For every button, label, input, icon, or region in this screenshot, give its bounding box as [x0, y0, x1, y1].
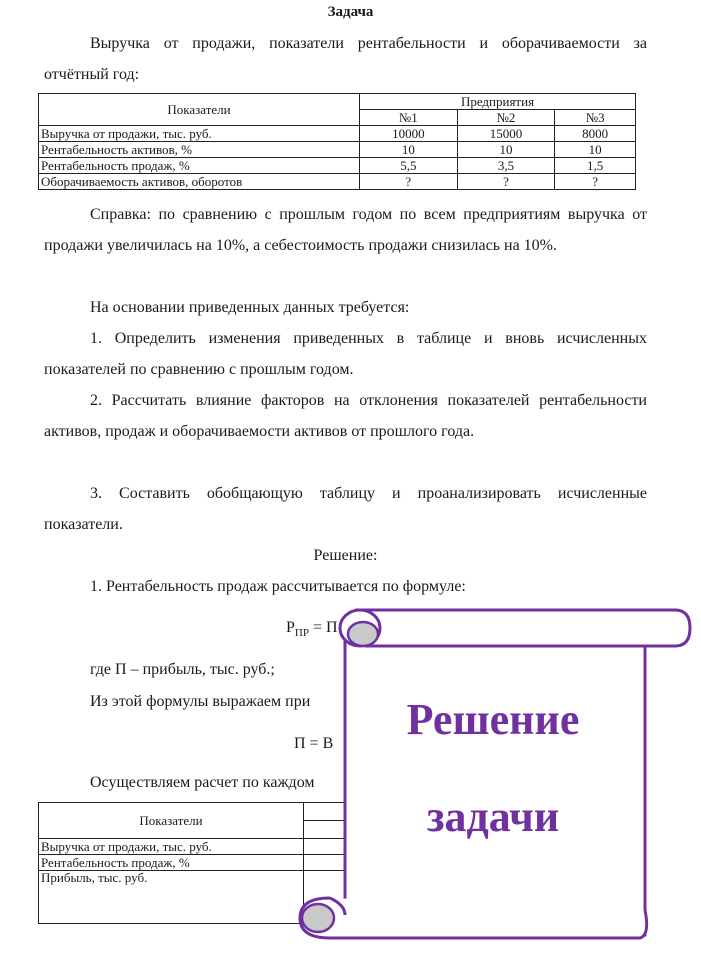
express-paragraph: Из этой формулы выражаем при	[90, 693, 311, 710]
calc-paragraph: Осуществляем расчет по каждом	[90, 774, 315, 791]
table1-header-indicators: Показатели	[39, 94, 360, 126]
required-paragraph: На основании приведенных данных требуется:	[90, 299, 410, 316]
scroll-top-curl-shade	[348, 622, 378, 646]
banner-line-1: Решение	[406, 695, 580, 744]
cell: 10	[555, 142, 636, 158]
formula-lhs: P	[286, 619, 295, 636]
cell: 10000	[360, 126, 458, 142]
scroll-body	[330, 630, 645, 935]
cell: 15000	[457, 126, 555, 142]
formula-subscript: ПР	[294, 627, 309, 640]
row-label: Прибыль, тыс. руб.	[39, 871, 304, 924]
intro-paragraph: Выручка от продажи, показатели рентабельности и оборачиваемости за отчётный год:	[44, 35, 647, 83]
row-label: Рентабельность активов, %	[39, 142, 360, 158]
cell: 3,5	[457, 158, 555, 174]
task-2-paragraph: 2. Рассчитать влияние факторов на отклонения показателей рентабельности активов, продаж и оборачиваемости активов от прошлого года.	[44, 392, 647, 440]
cell: ?	[457, 174, 555, 190]
scroll-bottom-curl	[302, 904, 334, 932]
row-label: Рентабельность продаж, %	[39, 855, 304, 871]
cell: ?	[360, 174, 458, 190]
cell: 1,5	[555, 158, 636, 174]
cell: 5,5	[360, 158, 458, 174]
cell: 8000	[555, 126, 636, 142]
cell: ?	[555, 174, 636, 190]
cell: 10	[457, 142, 555, 158]
task-title: Задача	[327, 4, 374, 20]
row-label: Выручка от продажи, тыс. руб.	[39, 839, 304, 855]
where-paragraph: где П – прибыль, тыс. руб.;	[90, 661, 275, 678]
solution-heading: Решение:	[313, 547, 378, 564]
banner-line-2: задачи	[426, 792, 560, 841]
scroll-top-roll	[355, 610, 690, 646]
table1-enterprise-1: №1	[360, 110, 458, 126]
row-label: Рентабельность продаж, %	[39, 158, 360, 174]
cell: 10	[360, 142, 458, 158]
table1-enterprise-3: №3	[555, 110, 636, 126]
formula-profit: П = В	[294, 735, 334, 752]
reference-paragraph: Справка: по сравнению с прошлым годом по всем предприятиям выручка от продажи увеличилась на 10%, а себестоимость продажи снизилась на 10%.	[44, 206, 647, 254]
row-label: Оборачиваемость активов, оборотов	[39, 174, 360, 190]
table1-header-enterprises: Предприятия	[360, 94, 636, 110]
task-1-paragraph: 1. Определить изменения приведенных в таблице и вновь исчисленных показателей по сравнению с прошлым годом.	[44, 330, 647, 378]
row-label: Выручка от продажи, тыс. руб.	[39, 126, 360, 142]
formula-rhs: = П	[312, 619, 338, 636]
solution-step-1: 1. Рентабельность продаж рассчитывается по формуле:	[90, 578, 466, 595]
table2-header-indicators: Показатели	[39, 803, 304, 839]
task-3-paragraph: 3. Составить обобщающую таблицу и проанализировать исчисленные показатели.	[44, 485, 647, 533]
table1-enterprise-2: №2	[457, 110, 555, 126]
